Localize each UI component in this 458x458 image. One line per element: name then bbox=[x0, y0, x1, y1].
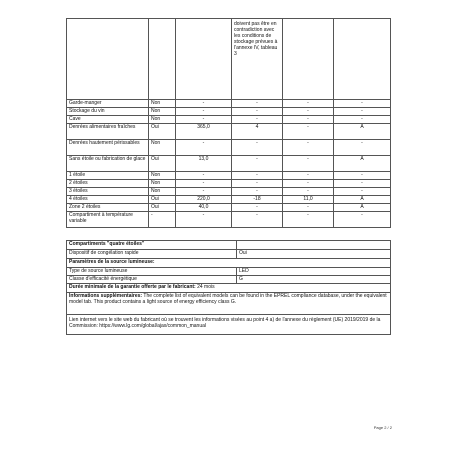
compartment-capacity: - bbox=[283, 204, 334, 212]
compartment-class: - bbox=[334, 172, 391, 180]
compartment-present: Non bbox=[149, 116, 176, 124]
quick-freeze-value: Oui bbox=[237, 250, 391, 259]
compartment-class: A bbox=[334, 204, 391, 212]
compartment-capacity: - bbox=[283, 124, 334, 140]
compartment-class: - bbox=[334, 212, 391, 228]
compartment-capacity: - bbox=[283, 188, 334, 196]
compartment-temp: - bbox=[232, 172, 283, 180]
compartment-capacity: - bbox=[283, 140, 334, 156]
compartment-capacity: - bbox=[283, 212, 334, 228]
compartment-row bbox=[67, 156, 391, 172]
compartment-capacity: - bbox=[283, 116, 334, 124]
light-type-value: LED bbox=[237, 268, 391, 276]
compartment-capacity: - bbox=[283, 156, 334, 172]
light-class-value: G bbox=[237, 276, 391, 284]
compartment-present: Oui bbox=[149, 204, 176, 212]
compartment-volume: 13,0 bbox=[176, 156, 232, 172]
compartment-temp: - bbox=[232, 108, 283, 116]
storage-note-row bbox=[67, 19, 391, 100]
compartment-volume: - bbox=[176, 180, 232, 188]
manufacturer-link[interactable]: Lien internet vers le site web du fabricant où se trouvent les informations visées au point 4 a) de l'annexe du règlement (UE) 2019/2019 de la Commission: https://www.lg.com/global/ajax/common_manual bbox=[67, 315, 391, 335]
compartment-class: - bbox=[334, 180, 391, 188]
compartment-volume: - bbox=[176, 212, 232, 228]
four-star-heading: Compartiments "quatre étoiles" bbox=[67, 241, 237, 250]
additional-info-text: The complete list of equivalent models can be found in the EPREL compliance database, under the equivalent model tab. This product contains a light source of energy efficiency class G. bbox=[69, 293, 387, 305]
compartment-row bbox=[67, 108, 391, 116]
storage-note: doivent pas être en contradiction avec les conditions de stockage prévues à l'annexe IV, tableau 3 bbox=[232, 19, 283, 100]
additional-info-label: Informations supplémentaires: bbox=[69, 293, 143, 299]
compartment-row bbox=[67, 140, 391, 156]
compartment-capacity: - bbox=[283, 100, 334, 108]
compartment-temp: - bbox=[232, 204, 283, 212]
compartment-row bbox=[67, 124, 391, 140]
compartment-capacity: 11,0 bbox=[283, 196, 334, 204]
compartment-name: Cave bbox=[67, 116, 149, 124]
four-star-heading-row bbox=[67, 241, 391, 250]
compartment-class: - bbox=[334, 116, 391, 124]
manufacturer-link-row bbox=[67, 315, 391, 335]
compartment-class: A bbox=[334, 196, 391, 204]
quick-freeze-label: Dispositif de congélation rapide bbox=[67, 250, 237, 259]
compartment-class: - bbox=[334, 100, 391, 108]
compartment-volume: 40,0 bbox=[176, 204, 232, 212]
light-heading-row bbox=[67, 259, 391, 268]
compartment-row bbox=[67, 196, 391, 204]
compartment-volume: 365,0 bbox=[176, 124, 232, 140]
compartment-name: 2 étoiles bbox=[67, 180, 149, 188]
compartment-name: Denrées alimentaires fraîches bbox=[67, 124, 149, 140]
compartment-volume: 220,0 bbox=[176, 196, 232, 204]
compartment-temp: - bbox=[232, 100, 283, 108]
compartment-temp: - bbox=[232, 116, 283, 124]
light-class-row bbox=[67, 276, 391, 284]
light-type-row bbox=[67, 268, 391, 276]
compartment-class: A bbox=[334, 124, 391, 140]
compartment-name: 3 étoiles bbox=[67, 188, 149, 196]
compartment-name: Sans étoile ou fabrication de glace bbox=[67, 156, 149, 172]
compartment-name: 1 étoile bbox=[67, 172, 149, 180]
compartment-class: - bbox=[334, 108, 391, 116]
compartment-temp: - bbox=[232, 156, 283, 172]
compartment-volume: - bbox=[176, 108, 232, 116]
compartment-name: 4 étoiles bbox=[67, 196, 149, 204]
compartment-present: Oui bbox=[149, 156, 176, 172]
compartment-row bbox=[67, 204, 391, 212]
compartment-temp: -18 bbox=[232, 196, 283, 204]
additional-info-cell bbox=[67, 293, 391, 315]
compartment-class: - bbox=[334, 140, 391, 156]
compartment-volume: - bbox=[176, 188, 232, 196]
compartments-table bbox=[66, 18, 391, 228]
compartment-row bbox=[67, 180, 391, 188]
compartment-row bbox=[67, 100, 391, 108]
compartment-capacity: - bbox=[283, 108, 334, 116]
light-type-label: Type de source lumineuse bbox=[67, 268, 237, 276]
compartment-volume: - bbox=[176, 116, 232, 124]
warranty-value: 24 mois bbox=[197, 284, 215, 290]
compartment-name: Compartiment à température variable bbox=[67, 212, 149, 228]
compartment-present: - bbox=[149, 212, 176, 228]
light-heading: Paramètres de la source lumineuse: bbox=[67, 259, 391, 268]
compartment-present: Non bbox=[149, 188, 176, 196]
compartment-capacity: - bbox=[283, 172, 334, 180]
light-class-label: Classe d'efficacité énergétique bbox=[67, 276, 237, 284]
compartment-row bbox=[67, 188, 391, 196]
warranty-row bbox=[67, 284, 391, 293]
compartment-temp: - bbox=[232, 188, 283, 196]
compartment-row bbox=[67, 212, 391, 228]
compartment-name: Stockage du vin bbox=[67, 108, 149, 116]
quick-freeze-row bbox=[67, 250, 391, 259]
compartment-name: Denrées hautement périssables bbox=[67, 140, 149, 156]
compartment-row bbox=[67, 116, 391, 124]
parameters-table bbox=[66, 240, 391, 335]
compartment-volume: - bbox=[176, 172, 232, 180]
additional-info-row bbox=[67, 293, 391, 315]
compartment-temp: - bbox=[232, 212, 283, 228]
compartment-temp: - bbox=[232, 140, 283, 156]
compartment-row bbox=[67, 172, 391, 180]
warranty-cell bbox=[67, 284, 391, 293]
compartment-name: Garde-manger bbox=[67, 100, 149, 108]
compartment-volume: - bbox=[176, 100, 232, 108]
compartment-temp: - bbox=[232, 180, 283, 188]
compartment-present: Non bbox=[149, 180, 176, 188]
compartment-name: Zone 2 étoiles bbox=[67, 204, 149, 212]
compartment-present: Oui bbox=[149, 196, 176, 204]
compartment-class: - bbox=[334, 188, 391, 196]
compartment-present: Non bbox=[149, 140, 176, 156]
warranty-label: Durée minimale de la garantie offerte par le fabricant: bbox=[69, 284, 196, 290]
compartment-capacity: - bbox=[283, 180, 334, 188]
compartment-temp: 4 bbox=[232, 124, 283, 140]
compartment-present: Non bbox=[149, 108, 176, 116]
compartment-present: Non bbox=[149, 100, 176, 108]
compartment-present: Oui bbox=[149, 124, 176, 140]
compartment-volume: - bbox=[176, 140, 232, 156]
compartment-present: Non bbox=[149, 172, 176, 180]
compartment-class: A bbox=[334, 156, 391, 172]
page-number: Page 2 / 2 bbox=[373, 425, 392, 430]
